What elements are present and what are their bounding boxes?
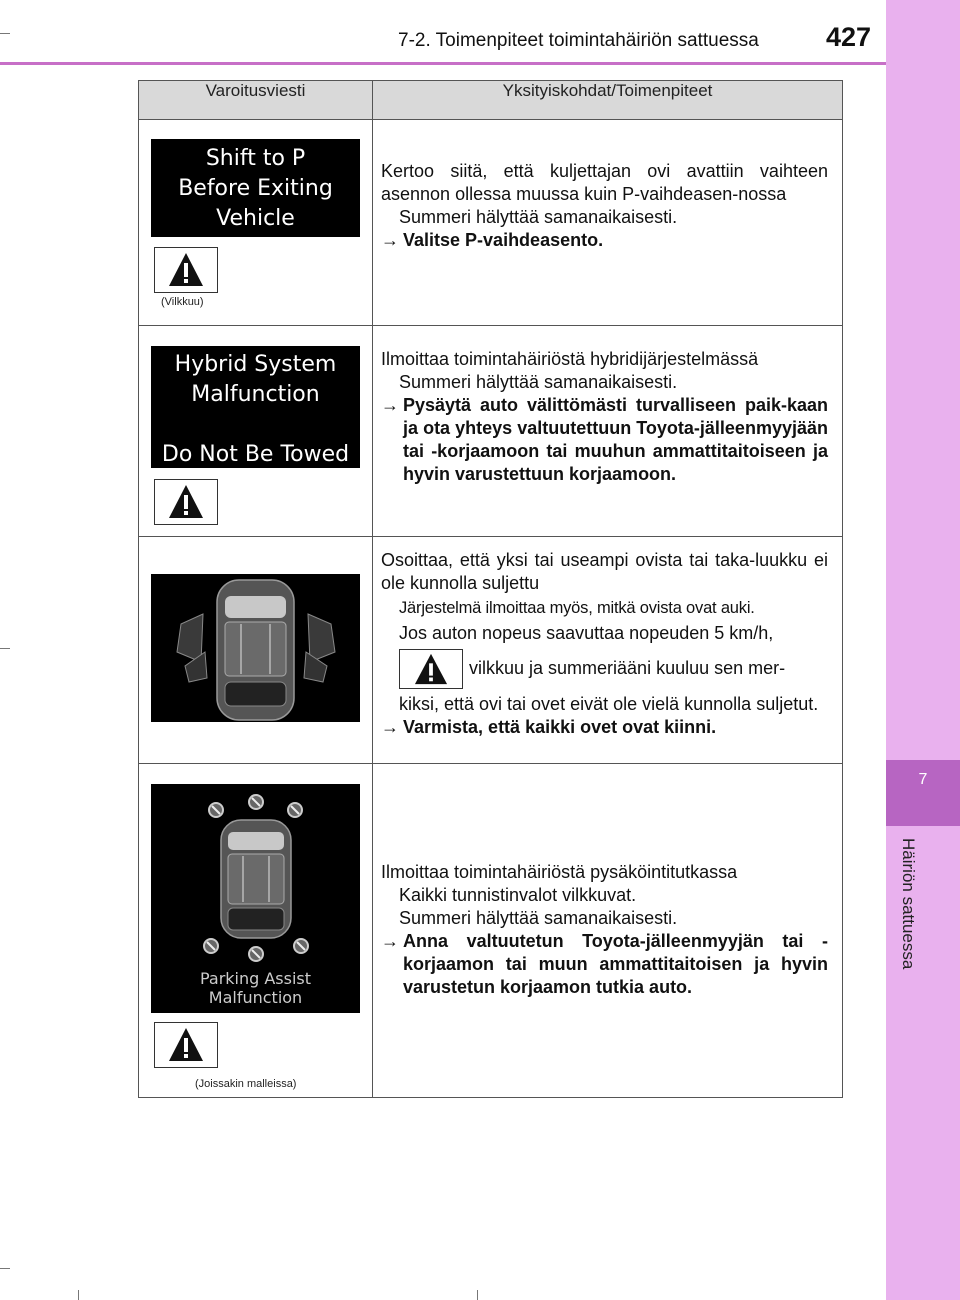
crop-mark: [78, 1290, 79, 1300]
car-doors-open-icon: [151, 574, 360, 722]
table-header-row: [139, 81, 843, 120]
crop-mark: [0, 33, 10, 34]
note-text: Summeri hälyttää samanaikaisesti.: [399, 372, 678, 392]
warning-triangle-icon: [167, 251, 205, 289]
chapter-label: Häiriön sattuessa: [899, 838, 918, 970]
image-caption: (Joissakin malleissa): [195, 1078, 297, 1090]
arrow-icon: →: [381, 395, 399, 415]
display-screen: [151, 346, 360, 468]
arrow-icon: →: [381, 230, 399, 250]
note-text: Summeri hälyttää samanaikaisesti.: [399, 207, 678, 227]
message-image-cell: [139, 120, 373, 326]
warning-triangle-icon: [413, 652, 449, 686]
action-instruction: [381, 394, 828, 486]
display-screen: [151, 574, 360, 722]
side-tab: [886, 0, 960, 760]
display-screen: [151, 139, 360, 237]
warning-indicator: [154, 247, 218, 293]
crop-mark: [0, 648, 10, 649]
crop-mark: [477, 1290, 478, 1300]
arrow-icon: →: [381, 717, 399, 737]
column-header: Yksityiskohdat/Toimenpiteet: [373, 81, 843, 120]
action-instruction: [381, 229, 828, 252]
warning-message-table: [138, 80, 843, 1098]
warning-indicator: [399, 649, 463, 689]
parking-sensor-car-icon: [151, 784, 360, 964]
note-line-with-icon: [381, 649, 828, 689]
description-text: Osoittaa, että yksi tai useampi ovista tai taka-luukku ei ole kunnolla suljettu: [381, 550, 828, 593]
crop-mark: [0, 1268, 10, 1269]
note-text: Jos auton nopeus saavuttaa nopeuden 5 km/h,: [399, 623, 774, 643]
message-image-cell: [139, 764, 373, 1098]
description-text: Ilmoittaa toimintahäiriöstä pysäköintitutkassa: [381, 862, 738, 882]
table-row: [139, 326, 843, 537]
warning-triangle-icon: [167, 483, 205, 521]
display-text: Parking Assist Malfunction: [199, 969, 312, 1007]
note-text: Kaikki tunnistinvalot vilkkuvat.: [399, 885, 637, 905]
table-row: [139, 537, 843, 764]
message-details-cell: [373, 326, 843, 537]
column-header: Varoitusviesti: [139, 81, 373, 120]
display-text: Hybrid System Malfunction Do Not Be Towed: [161, 352, 350, 467]
note-text: Järjestelmä ilmoittaa myös, mitkä ovista ovat auki.: [399, 599, 755, 617]
header-rule: [0, 62, 886, 65]
description-text: Ilmoittaa toimintahäiriöstä hybridijärjestelmässä: [381, 349, 759, 369]
message-image-cell: [139, 537, 373, 764]
action-text: Pysäytä auto välittömästi turvalliseen paik-kaan ja ota yhteys valtuutettuun Toyota-jälleenmyyjään tai -korjaamoon tai muuhun ammattitaitoiseen ja hyvin varustettuun korjaamoon.: [403, 395, 828, 484]
table-row: [139, 120, 843, 326]
message-details-cell: [373, 764, 843, 1098]
warning-indicator: [154, 1022, 218, 1068]
arrow-icon: →: [381, 931, 399, 951]
page-number: 427: [826, 22, 872, 52]
action-text: Valitse P-vaihdeasento.: [403, 230, 604, 250]
note-text: vilkkuu ja summeriääni kuuluu sen mer-: [469, 657, 786, 678]
note-text: Summeri hälyttää samanaikaisesti.: [399, 908, 678, 928]
image-caption: (Vilkkuu): [161, 296, 204, 308]
description-text: Kertoo siitä, että kuljettajan ovi avattiin vaihteen asennon ollessa muussa kuin P-vaihdeasen-nossa: [381, 161, 828, 204]
message-image-cell: [139, 326, 373, 537]
action-text: Anna valtuutetun Toyota-jälleenmyyjän tai -korjaamon tai muun ammattitaitoisen ja hyvin varustetun korjaamon tutkia auto.: [403, 931, 828, 997]
action-text: Varmista, että kaikki ovet ovat kiinni.: [403, 717, 717, 737]
action-instruction: [381, 930, 828, 999]
message-details-cell: [373, 120, 843, 326]
display-text: Shift to P Before Exiting Vehicle: [178, 146, 333, 231]
warning-triangle-icon: [167, 1026, 205, 1064]
chapter-number-tab: 7: [886, 760, 960, 826]
note-text: kiksi, että ovi tai ovet eivät ole vielä kunnolla suljetut.: [399, 694, 819, 714]
section-title: 7-2. Toimenpiteet toimintahäiriön sattuessa: [398, 30, 759, 51]
warning-indicator: [154, 479, 218, 525]
display-screen: [151, 784, 360, 1013]
table-row: [139, 764, 843, 1098]
message-details-cell: [373, 537, 843, 764]
action-instruction: [381, 716, 828, 739]
